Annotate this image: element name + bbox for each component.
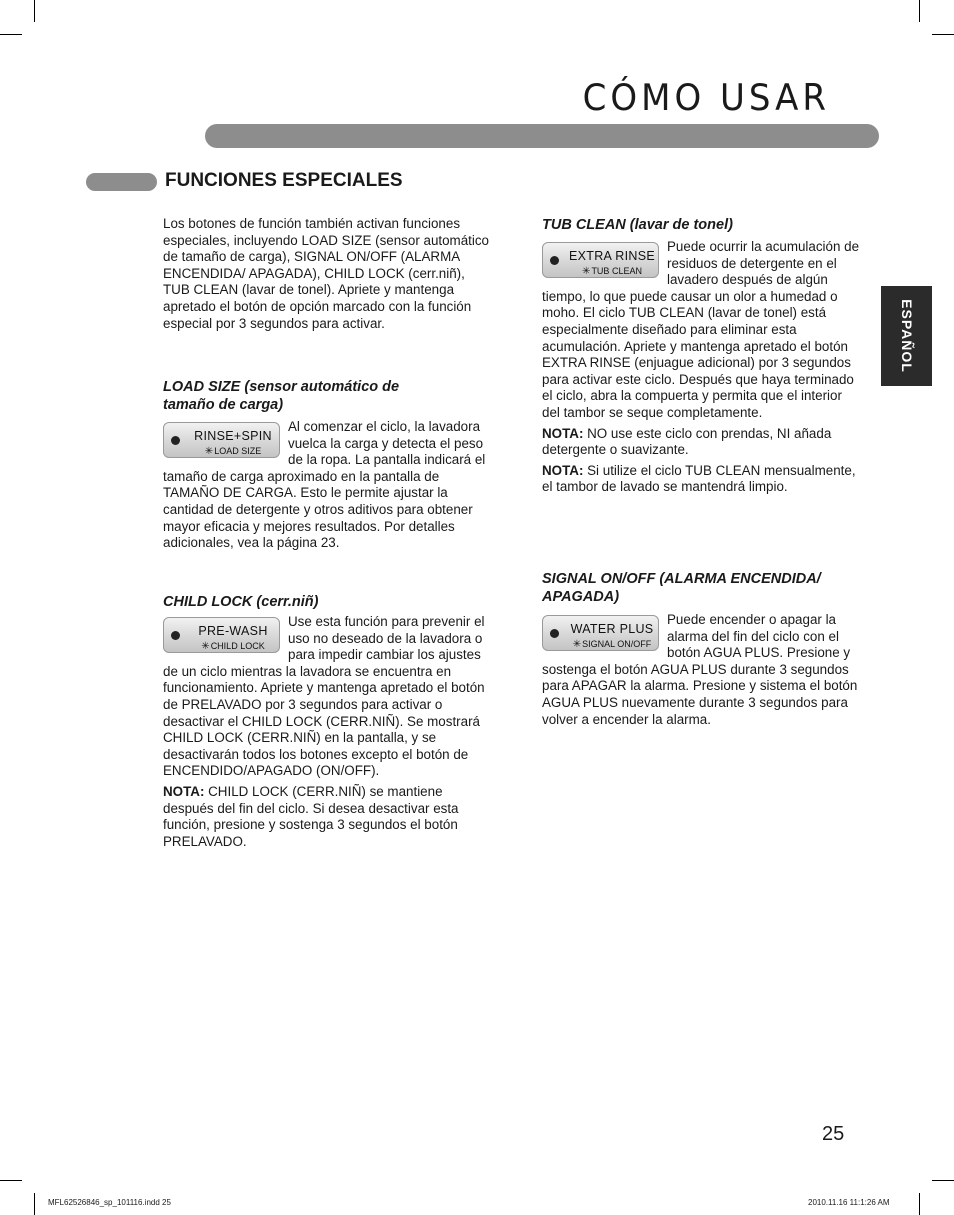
tub-clean-block [542,239,862,496]
title-bar [205,124,879,148]
indicator-dot-icon [550,256,559,265]
load-size-heading-line2: tamaño de carga) [163,397,284,413]
note-text: NO use este ciclo con prendas, NI añada detergente o suavizante. [542,425,832,458]
button-sub-text: LOAD SIZE [214,446,262,456]
load-size-heading [163,378,399,414]
crop-mark [0,1180,22,1181]
signal-heading-line2: APAGADA) [542,589,620,605]
indicator-dot-icon [171,631,180,640]
crop-mark [34,0,35,22]
extra-rinse-button [542,242,659,278]
page-title: CÓMO USAR [582,76,830,120]
note-label: NOTA: [542,462,584,478]
indicator-dot-icon [550,629,559,638]
crop-mark [919,0,920,22]
crop-mark [932,1180,954,1181]
section-title: FUNCIONES ESPECIALES [165,170,403,191]
intro-paragraph: Los botones de función también activan funciones especiales, incluyendo LOAD SIZE (sensor automático de tamaño de carga), SIGNAL ON/OFF (ALARMA ENCENDIDA/ APAGADA), CHILD LOCK (cerr.niñ), TUB CLEAN (lavar de tonel). Apriete y mantenga apretado el botón de opción marcado con la función especial por 3 segundos para activar. [163,216,489,331]
button-sub-text: SIGNAL ON/OFF [582,639,652,649]
asterisk-icon: ✳ [572,639,582,650]
button-sub-label [188,443,278,461]
tub-clean-body: Puede ocurrir la acumulación de residuos de detergente en el lavadero después de algún tiempo, lo que puede causar un olor a humedad o moho. El ciclo TUB CLEAN (lavar de tonel) está especialmente diseñado para eliminar esta acumulación. Apriete y mantenga apretado el botón EXTRA RINSE (enjuague adicional) por 3 segundos para activar este ciclo. Después que haya terminado el ciclo, abra la compuerta y permita que el interior del tambor se seque completamente. [542,239,860,420]
pre-wash-button [163,617,280,653]
signal-body: Puede encender o apagar la alarma del fin del ciclo con el botón AGUA PLUS. Presione y sostenga el botón AGUA PLUS durante 3 segundos para APAGAR la alarma. Presione y sistema el botón AGUA PLUS nuevamente durante 3 segundos para volver a encender la alarma. [542,612,858,727]
button-sub-label [188,638,278,656]
language-tab [881,286,932,386]
crop-mark [0,34,22,35]
footer-timestamp: 2010.11.16 11:1:26 AM [808,1198,890,1207]
signal-block [542,612,862,728]
button-main-label: PRE-WASH [198,624,268,638]
load-size-body: Al comenzar el ciclo, la lavadora vuelca la carga y detecta el peso de la ropa. La pantalla indicará el tamaño de carga aproximado en la pantalla de TAMAÑO DE CARGA. Esto le permite ajustar la cantidad de detergente y otros aditivos para obtener mayor eficacia y mejores resultados. Por detalles adicionales, vea la página 23. [163,419,486,551]
child-lock-block [163,614,493,850]
language-tab-label: ESPAÑOL [898,299,915,373]
footer-file-info: MFL62526846_sp_101116.indd 25 [48,1198,171,1207]
child-lock-note [163,784,493,850]
crop-mark [34,1193,35,1215]
page-number: 25 [822,1123,845,1145]
child-lock-body: Use esta función para prevenir el uso no deseado de la lavadora o para impedir cambiar los ajustes de un ciclo mientras la lavadora se encuentra en funcionamiento. Apriete y mantenga apretado el botón de PRELAVADO por 3 segundos para activar o desactivar el CHILD LOCK (CERR.NIÑ). Se mostrará CHILD LOCK (CERR.NIÑ) en la pantalla, y se desactivarán todos los botones excepto el botón de ENCENDIDO/APAGADO (ON/OFF). [163,614,485,779]
button-sub-text: CHILD LOCK [210,641,265,651]
button-sub-label [567,263,657,281]
indicator-dot-icon [171,436,180,445]
button-sub-label [567,636,657,654]
note-label: NOTA: [163,783,205,799]
note-label: NOTA: [542,425,584,441]
signal-heading [542,570,821,606]
crop-mark [919,1193,920,1215]
button-main-label: WATER PLUS [570,622,654,636]
asterisk-icon: ✳ [582,266,591,277]
button-sub-text: TUB CLEAN [591,266,642,276]
tub-clean-note-1 [542,426,862,459]
crop-mark [932,34,954,35]
rinse-spin-button [163,422,280,458]
asterisk-icon: ✳ [201,641,210,652]
button-main-label: EXTRA RINSE [569,249,655,263]
asterisk-icon: ✳ [204,446,214,457]
note-text: CHILD LOCK (CERR.NIÑ) se mantiene después del fin del ciclo. Si desea desactivar esta función, presione y sostenga 3 segundos el botón PRELAVADO. [163,783,459,849]
section-pill [86,173,157,191]
child-lock-heading: CHILD LOCK (cerr.niñ) [163,594,319,610]
button-main-label: RINSE+SPIN [194,429,272,443]
tub-clean-heading: TUB CLEAN (lavar de tonel) [542,217,733,233]
load-size-block [163,419,493,552]
water-plus-button [542,615,659,651]
tub-clean-note-2 [542,463,862,496]
signal-heading-line1: SIGNAL ON/OFF (ALARMA ENCENDIDA/ [542,571,821,587]
load-size-heading-line1: LOAD SIZE (sensor automático de [163,379,400,395]
note-text: Si utilize el ciclo TUB CLEAN mensualmente, el tambor de lavado se mantendrá limpio. [542,462,856,495]
